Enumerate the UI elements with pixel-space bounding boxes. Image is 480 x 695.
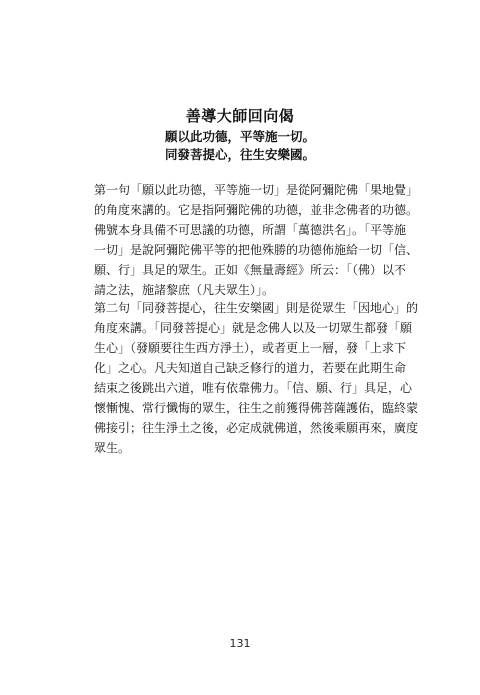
text-line: 結束之後跳出六道，唯有依靠佛力。「信、願、行」具足，心 xyxy=(94,381,413,395)
page-number: 131 xyxy=(229,637,251,650)
text-line: 願、行」具足的眾生。正如《無量壽經》所云：「（佛）以不 xyxy=(94,263,407,277)
text-line: 懷慚愧、常行懺悔的眾生，往生之前獲得佛菩薩護佑，臨終蒙 xyxy=(94,401,419,415)
text-line: 請之法，施諸黎庶（凡夫眾生）」。 xyxy=(94,283,275,297)
paragraph-second-line-explanation xyxy=(94,298,419,458)
text-line: 佛接引；往生淨土之後，必定成就佛道，然後乘願再來，廣度 xyxy=(94,421,419,435)
text-line: 角度來講。「同發菩提心」就是念佛人以及一切眾生都發「願 xyxy=(94,321,413,335)
text-line: 第一句「願以此功德，平等施一切」是從阿彌陀佛「果地覺」 xyxy=(94,183,419,197)
text-line: 第二句「同發菩提心，往生安樂國」則是從眾生「因地心」的 xyxy=(94,301,419,315)
text-line: 化」之心。凡夫知道自己缺乏修行的道力，若要在此期生命 xyxy=(94,361,407,375)
text-line: 眾生。 xyxy=(94,441,131,455)
paragraph-first-line-explanation xyxy=(94,180,419,300)
text-line: 的角度來講的。它是指阿彌陀佛的功德，並非念佛者的功德。 xyxy=(94,203,419,217)
page-title: 善導大師回向偈 xyxy=(185,107,295,125)
text-line: 一切」是說阿彌陀佛平等的把他殊勝的功德佈施給一切「信、 xyxy=(94,243,419,257)
verse-line-2: 同發菩提心，往生安樂國。 xyxy=(164,147,315,162)
verse-line-1: 願以此功德，平等施一切。 xyxy=(164,129,315,144)
text-line: 生心」（發願要往生西方淨土），或者更上一層，發「上求下 xyxy=(94,341,407,355)
text-line: 佛號本身具備不可思議的功德，所謂「萬德洪名」。「平等施 xyxy=(94,223,407,237)
